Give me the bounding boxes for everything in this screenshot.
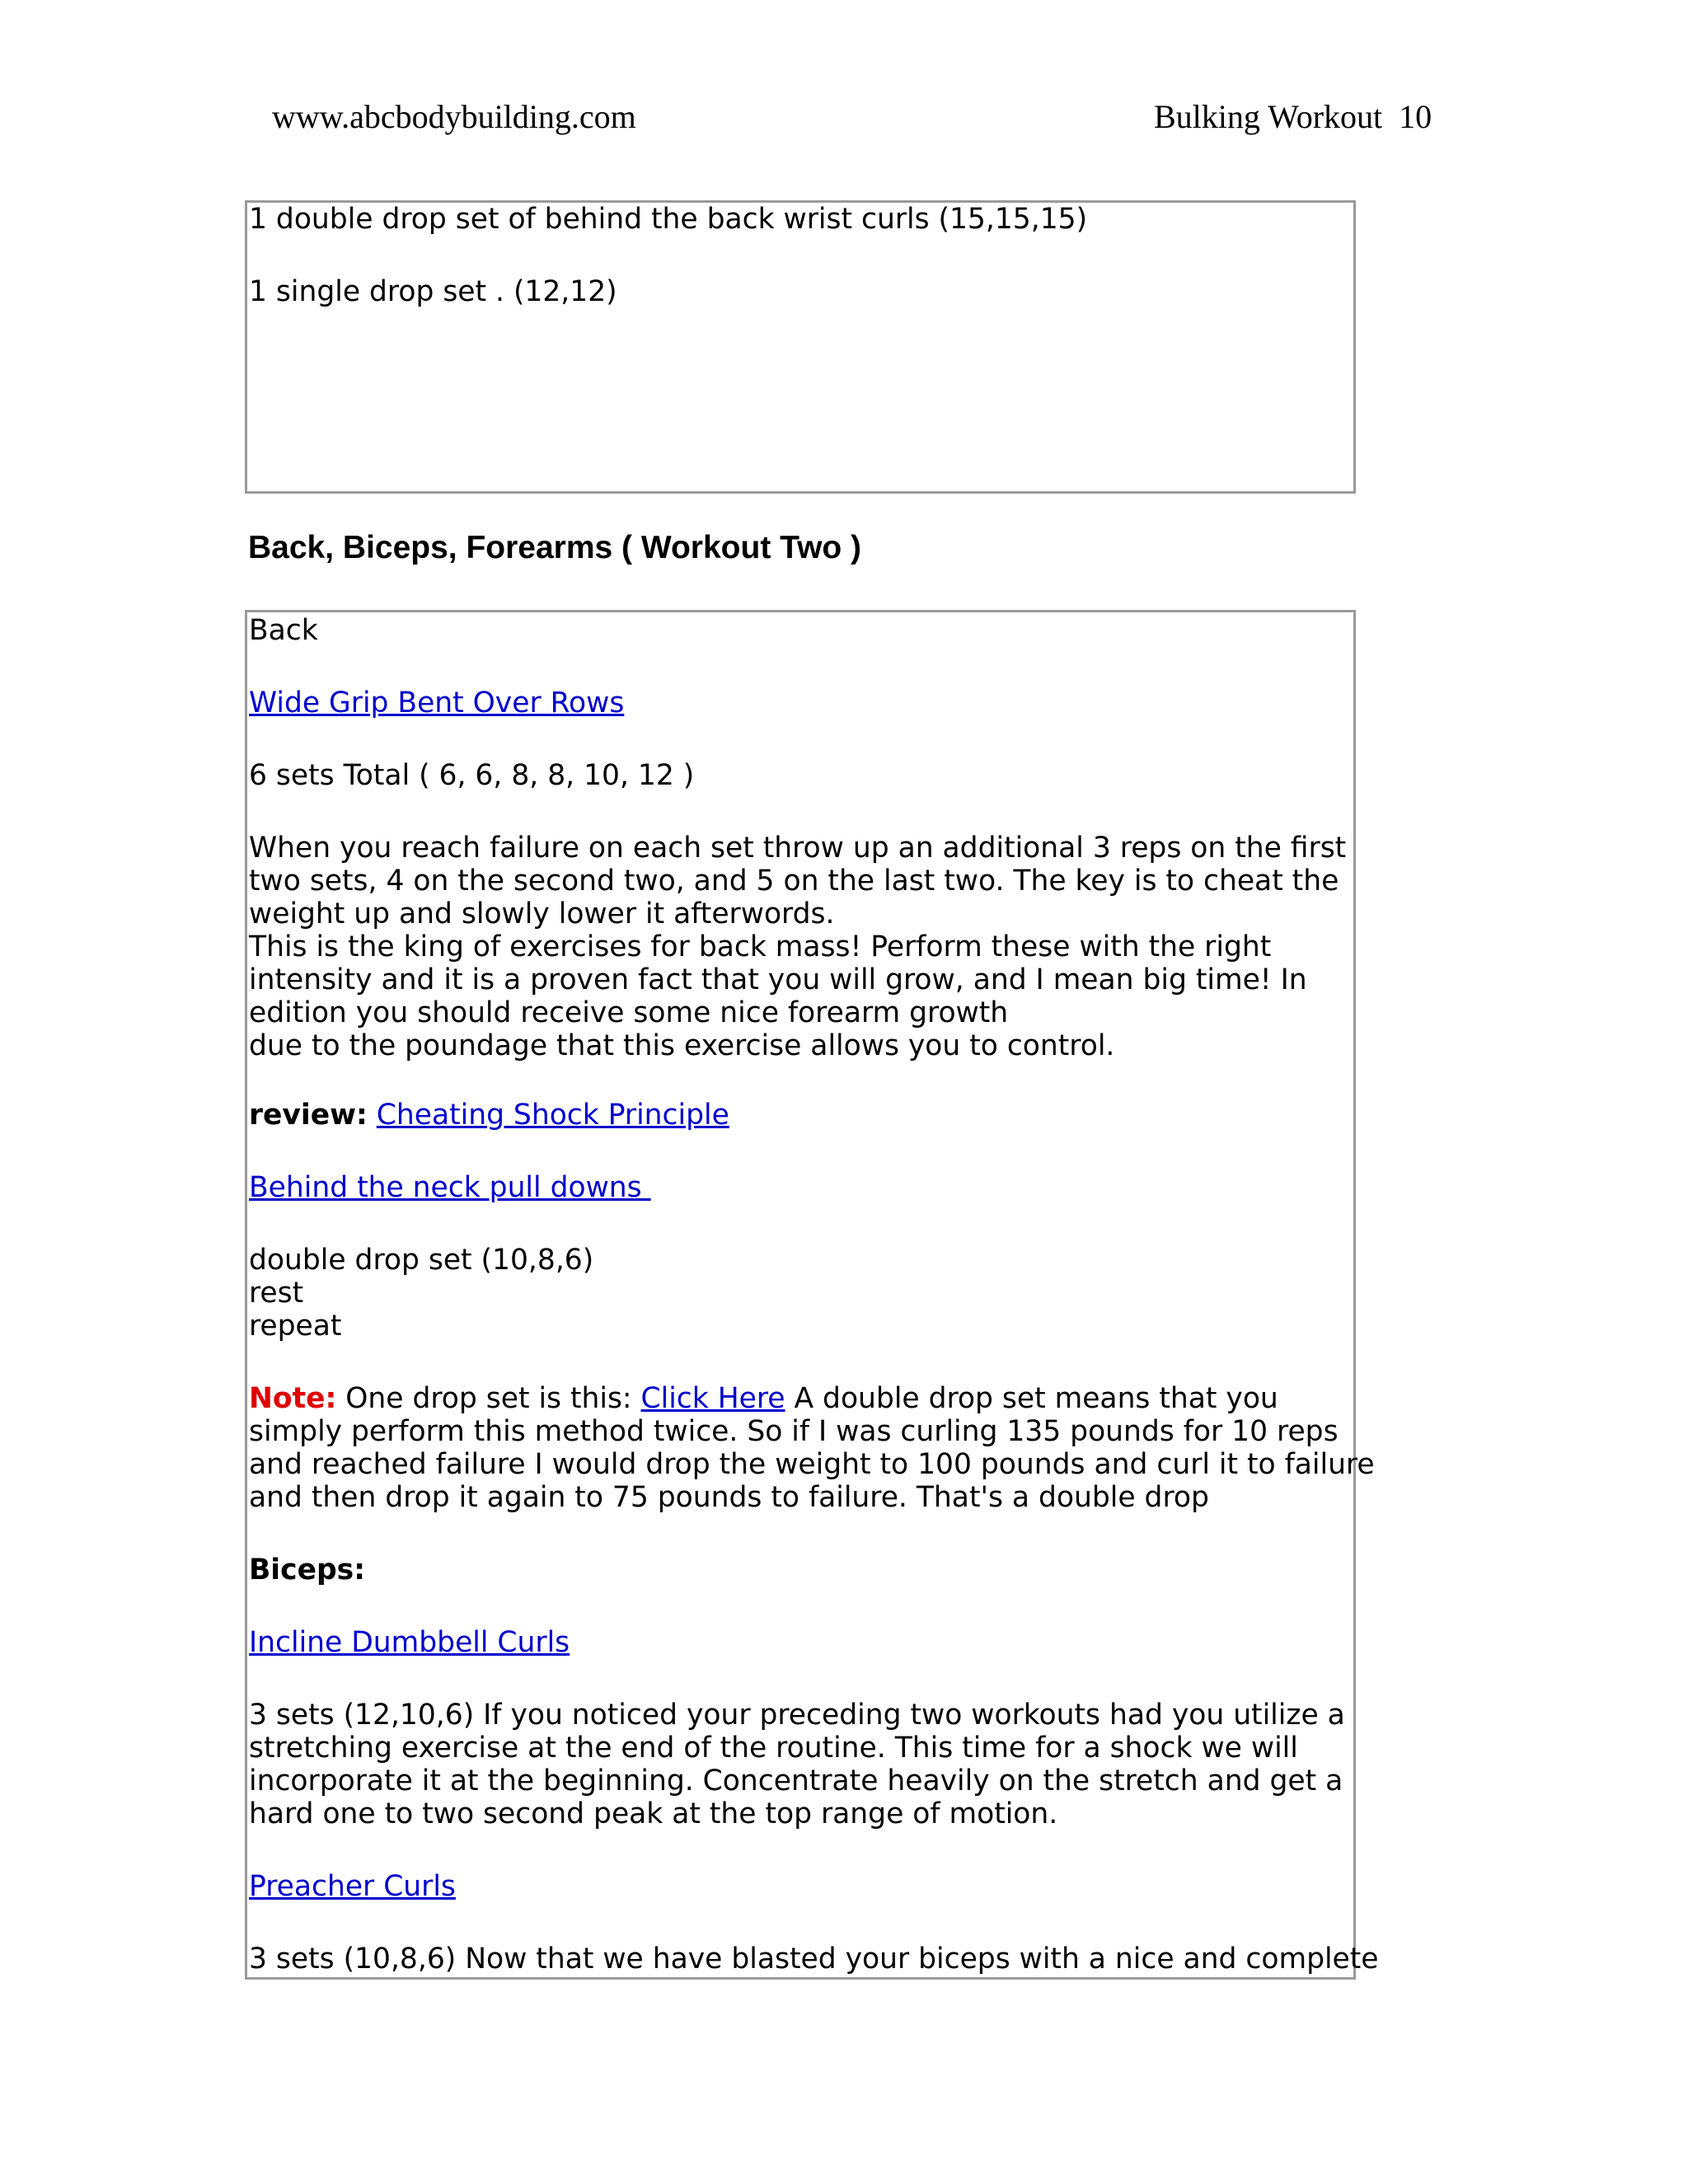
back-heading: Back: [249, 614, 318, 647]
incline-text-line: stretching exercise at the end of the routine. This time for a shock we will: [249, 1732, 1298, 1765]
rows-text-line: When you reach failure on each set throw up an additional 3 reps on the first: [249, 832, 1347, 865]
page-header: [1154, 97, 1432, 136]
section-title: Back, Biceps, Forearms ( Workout Two ): [248, 530, 862, 565]
note-pre: One drop set is this:: [336, 1382, 641, 1415]
preacher-text-line: 3 sets (10,8,6) Now that we have blasted your biceps with a nice and complete: [249, 1943, 1379, 1975]
rows-text-line: weight up and slowly lower it afterwords.: [249, 898, 835, 930]
pulldown-line: repeat: [249, 1310, 342, 1343]
pulldown-line: double drop set (10,8,6): [249, 1244, 594, 1277]
rows-sets: 6 sets Total ( 6, 6, 8, 8, 10, 12 ): [249, 759, 695, 792]
rows-text-line: edition you should receive some nice forearm growth: [249, 996, 1009, 1029]
click-here-link[interactable]: Click Here: [640, 1382, 785, 1415]
review-label: review:: [249, 1099, 368, 1132]
rows-text-line: This is the king of exercises for back mass! Perform these with the right: [249, 930, 1272, 963]
note-post: A double drop set means that you: [785, 1382, 1278, 1415]
site-url: www.abcbodybuilding.com: [272, 98, 636, 135]
incline-curls-link[interactable]: Incline Dumbbell Curls: [249, 1626, 570, 1659]
preacher-curls-link-row: [249, 1870, 456, 1903]
rows-text-line: due to the poundage that this exercise allows you to control.: [249, 1029, 1115, 1062]
note-text-line: simply perform this method twice. So if I was curling 135 pounds for 10 reps: [249, 1415, 1339, 1448]
pulldown-line: rest: [249, 1277, 304, 1310]
cheating-shock-link[interactable]: Cheating Shock Principle: [376, 1099, 729, 1132]
note-label: Note:: [249, 1382, 337, 1415]
note-line: [249, 1382, 1278, 1415]
note-text-line: and then drop it again to 75 pounds to failure. That's a double drop: [249, 1481, 1209, 1514]
document-title: Bulking Workout: [1154, 98, 1383, 135]
preacher-curls-link[interactable]: Preacher Curls: [249, 1870, 456, 1903]
workout-table-box: [245, 200, 1356, 494]
pulldowns-link-row: [249, 1171, 651, 1204]
incline-curls-link-row: [249, 1626, 570, 1659]
page-number: 10: [1399, 98, 1432, 135]
incline-text-line: hard one to two second peak at the top range of motion.: [249, 1797, 1058, 1830]
note-text-line: and reached failure I would drop the weight to 100 pounds and curl it to failure: [249, 1448, 1375, 1481]
biceps-heading: Biceps:: [249, 1554, 365, 1586]
incline-text-line: 3 sets (12,10,6) If you noticed your preceding two workouts had you utilize a: [249, 1699, 1345, 1732]
wrist-curls-line: 1 double drop set of behind the back wrist curls (15,15,15): [249, 203, 1088, 236]
wide-grip-rows-link[interactable]: Wide Grip Bent Over Rows: [249, 687, 625, 719]
review-line: [249, 1099, 729, 1132]
rows-text-line: two sets, 4 on the second two, and 5 on the last two. The key is to cheat the: [249, 865, 1339, 898]
rows-text-line: intensity and it is a proven fact that you will grow, and I mean big time! In: [249, 963, 1307, 996]
incline-text-line: incorporate it at the beginning. Concentrate heavily on the stretch and get a: [249, 1765, 1343, 1797]
pulldowns-link[interactable]: Behind the neck pull downs: [249, 1171, 651, 1204]
single-drop-line: 1 single drop set . (12,12): [249, 275, 617, 308]
wide-grip-rows-link-row: [249, 687, 624, 719]
